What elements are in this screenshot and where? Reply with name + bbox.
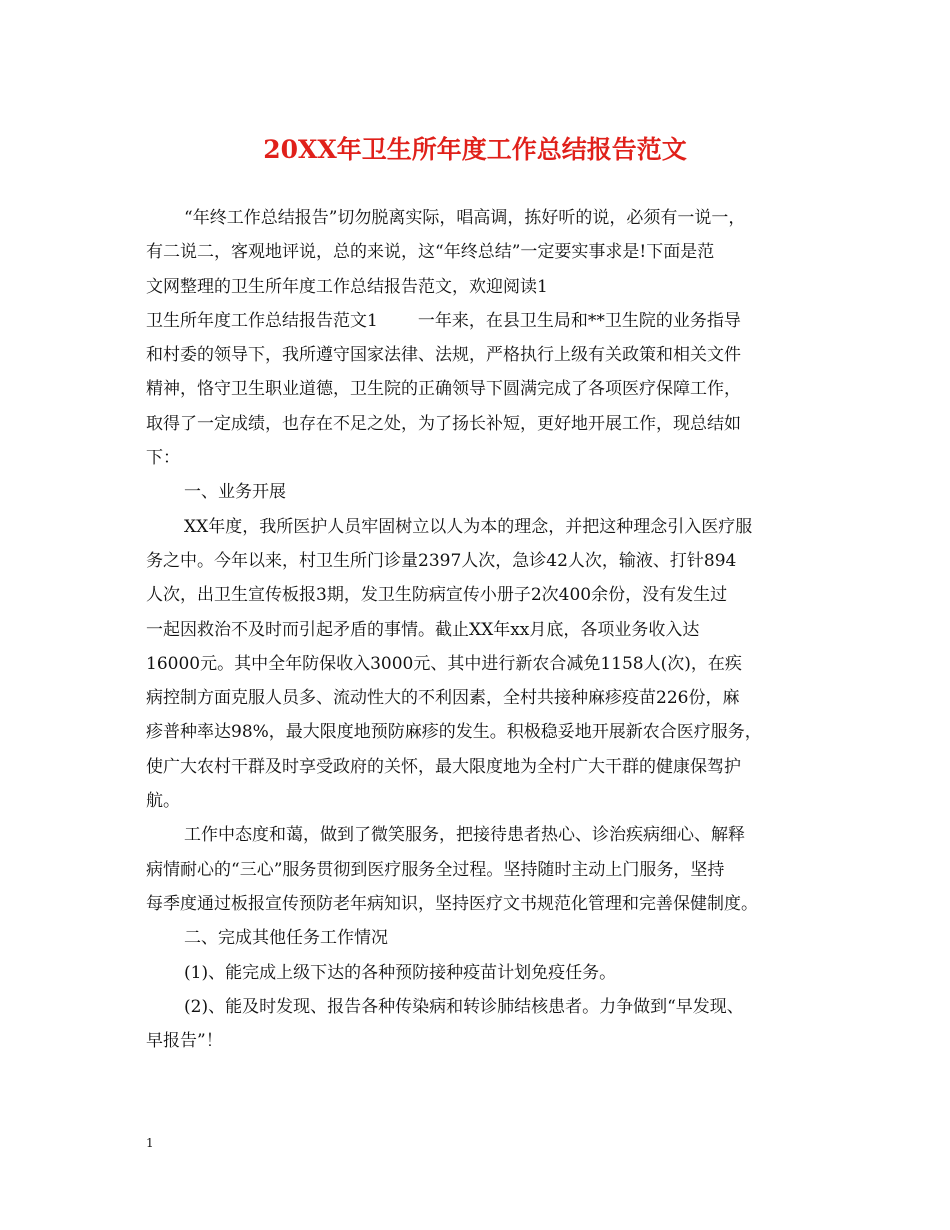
paragraph-line: 下： [146,448,180,469]
list-item: (1)、能完成上级下达的各种预防接种疫苗计划免疫任务。 [184,962,617,983]
paragraph-line: 精神，恪守卫生职业道德，卫生院的正确领导下圆满完成了各项医疗保障工作， [146,379,741,400]
paragraph-line: 病情耐心的“三心”服务贯彻到医疗服务全过程。坚持随时主动上门服务，坚持 [146,859,725,880]
paragraph-line: 文网整理的卫生所年度工作总结报告范文，欢迎阅读1 [146,276,548,297]
section-heading-inline: 卫生所年度工作总结报告范文1 [146,310,378,331]
paragraph-line: 一起因救治不及时而引起矛盾的事情。截止XX年xx月底，各项业务收入达 [146,619,700,640]
section-heading: 一、业务开展 [184,482,286,503]
paragraph-line: 使广大农村干群及时享受政府的关怀，最大限度地为全村广大干群的健康保驾护 [146,756,741,777]
paragraph-line: 16000元。其中全年防保收入3000元、其中进行新农合减免1158人(次)，在疾 [146,653,742,674]
paragraph-line: 人次，出卫生宣传板报3期，发卫生防病宣传小册子2次400余份，没有发生过 [146,585,728,606]
paragraph-line: 每季度通过板报宣传预防老年病知识，坚持医疗文书规范化管理和完善保健制度。 [146,893,758,914]
paragraph-text: 一年来，在县卫生局和**卫生院的业务指导 [417,310,741,331]
document-body [146,201,818,1058]
paragraph-line: XX年度，我所医护人员牢固树立以人为本的理念，并把这种理念引入医疗服 [184,516,753,537]
paragraph-line: 航。 [146,791,180,812]
paragraph-line [146,304,818,338]
paragraph-line: “年终工作总结报告”切勿脱离实际，唱高调，拣好听的说，必须有一说一， [184,208,746,228]
paragraph-line: 疹普种率达98%，最大限度地预防麻疹的发生。积极稳妥地开展新农合医疗服务， [146,722,762,743]
paragraph-line: 取得了一定成绩，也存在不足之处，为了扬长补短，更好地开展工作，现总结如 [146,413,741,434]
page-number: 1 [146,1136,154,1150]
section-heading: 二、完成其他任务工作情况 [184,928,388,949]
list-item: (2)、能及时发现、报告各种传染病和转诊肺结核患者。力争做到“早发现、 [184,996,744,1017]
paragraph-line: 和村委的领导下，我所遵守国家法律、法规，严格执行上级有关政策和相关文件 [146,345,741,366]
paragraph-line: 工作中态度和蔼，做到了微笑服务，把接待患者热心、诊治疾病细心、解释 [184,825,745,846]
paragraph-line: 病控制方面克服人员多、流动性大的不利因素，全村共接种麻疹疫苗226份，麻 [146,688,740,709]
paragraph-line: 务之中。今年以来，村卫生所门诊量2397人次，急诊42人次，输液、打针894 [146,550,737,571]
document-title: 20XX年卫生所年度工作总结报告范文 [263,135,687,164]
paragraph-line: 早报告”！ [146,1031,223,1052]
paragraph-line: 有二说二，客观地评说，总的来说，这“年终总结”一定要实事求是!下面是范 [146,242,715,263]
